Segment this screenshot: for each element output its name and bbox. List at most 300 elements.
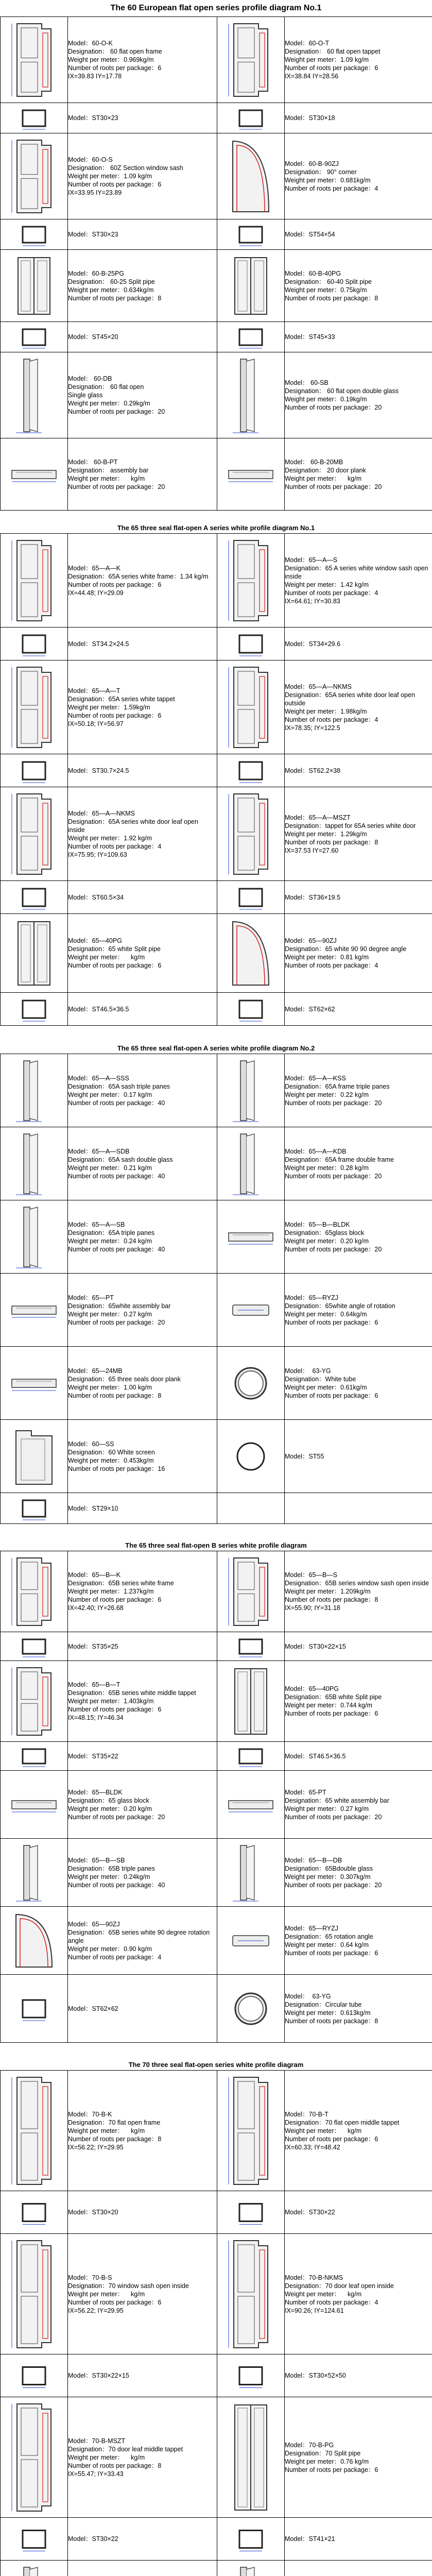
- table-row: [1, 438, 432, 511]
- table-row: [1, 2234, 432, 2354]
- spec-line: IX=39.83 IY=17.78: [68, 73, 122, 80]
- model-label: Model：ST30×22×15: [285, 1642, 346, 1650]
- spec-line: Weight per meter：0.307kg/m: [285, 1873, 371, 1880]
- model-label: Model：ST55: [285, 1452, 324, 1460]
- profile-spec-cell: [68, 1127, 217, 1200]
- table-row: [1, 1907, 432, 1975]
- profile-spec-cell: [68, 993, 217, 1026]
- assembly-bar-icon: [1, 442, 67, 507]
- sash-double-glass-icon: [1, 1131, 67, 1197]
- sash-triple-pane-icon: [1, 1058, 67, 1124]
- model-label: Model：65—PT: [68, 1294, 114, 1301]
- spec-line: Designation：70 door leaf open inside: [285, 2282, 394, 2290]
- spec-line: Number of roots per package：6: [285, 1949, 378, 1957]
- profile-spec-cell: [68, 1661, 217, 1742]
- spec-line: Number of roots per package：8: [285, 838, 378, 846]
- table-row: [1, 322, 432, 352]
- profile-drawing-cell: [1, 133, 68, 219]
- round-steel-icon: [217, 1423, 284, 1489]
- door-plank-icon: [1, 1350, 67, 1416]
- triple-panes-icon: [1, 2564, 67, 2576]
- rectangle-steel-icon: [217, 2521, 284, 2557]
- profile-drawing-cell: [217, 1551, 285, 1632]
- profile-spec-cell: [68, 2191, 217, 2234]
- profile-drawing-cell: [217, 1661, 285, 1742]
- profile-drawing-cell: [1, 1742, 68, 1771]
- profile-drawing-cell: [1, 534, 68, 628]
- profile-spec-cell: [285, 352, 432, 438]
- spec-line: Designation： 90° corner: [285, 168, 357, 176]
- profile-spec-cell: [68, 322, 217, 352]
- profile-drawing-cell: [217, 103, 285, 133]
- spec-line: Number of roots per package：20: [68, 408, 165, 415]
- profile-drawing-cell: [217, 17, 285, 103]
- profile-drawing-cell: [1, 1274, 68, 1347]
- spec-line: Weight per meter：0.744 kg/m: [285, 1702, 372, 1709]
- rectangle-steel-icon: [1, 631, 67, 657]
- profile-spec-cell: [68, 1907, 217, 1975]
- profile-drawing-cell: [217, 881, 285, 914]
- model-label: Model：65—24MB: [68, 1367, 123, 1375]
- model-label: Model：ST30×20: [68, 2209, 118, 2216]
- profile-spec-cell: [285, 1771, 432, 1839]
- spec-line: Weight per meter：0.17 kg/m: [68, 1091, 152, 1098]
- table-row: [1, 1347, 432, 1420]
- spec-line: Designation：65B series white frame: [68, 1580, 174, 1587]
- profile-drawing-cell: [217, 534, 285, 628]
- tappet-profile-icon: [217, 21, 284, 99]
- spec-line: Weight per meter：0.20 kg/m: [68, 1805, 152, 1812]
- model-label: Model：65—90ZJ: [68, 1920, 120, 1928]
- model-label: Model：65—40PG: [285, 1685, 339, 1692]
- model-label: Model：65—A—K: [68, 564, 121, 572]
- spec-line: Weight per meter： kg/m: [68, 2127, 145, 2134]
- rectangle-steel-icon: [1, 1745, 67, 1767]
- spec-line: Number of roots per package：20: [68, 483, 165, 490]
- profile-drawing-cell: [1, 914, 68, 993]
- spec-line: Number of roots per package：8: [68, 294, 162, 302]
- profile-spec-cell: [285, 881, 432, 914]
- profile-drawing-cell: [1, 2561, 68, 2576]
- profile-spec-cell: [285, 2561, 432, 2576]
- profile-drawing-cell: [217, 219, 285, 250]
- spec-line: Designation：65 white 90 90 degree angle: [285, 945, 407, 953]
- glass-block-icon: [217, 1204, 284, 1270]
- profile-spec-cell: [285, 1493, 432, 1524]
- profile-drawing-cell: [217, 628, 285, 660]
- spec-line: Weight per meter： kg/m: [68, 954, 145, 961]
- spec-line: Weight per meter： kg/m: [68, 474, 145, 482]
- spec-line: IX=48.15; IY=46.34: [68, 1714, 124, 1721]
- model-label: Model：ST30×52×50: [285, 2372, 346, 2379]
- split-pipe-icon: [1, 253, 67, 318]
- table-row: [1, 1054, 432, 1127]
- model-label: Model： 60-SB: [285, 379, 329, 386]
- rectangle-steel-icon: [217, 1745, 284, 1767]
- profile-spec-cell: [285, 1975, 432, 2043]
- profile-drawing-cell: [1, 628, 68, 660]
- spec-line: Weight per meter：0.61kg/m: [285, 1383, 367, 1391]
- spec-line: Designation： 60Z Section window sash: [68, 164, 183, 172]
- spec-line: Designation：65B white Split pipe: [285, 1693, 382, 1701]
- spec-line: IX=55.47; IY=33.43: [68, 2470, 124, 2478]
- model-label: Model：65—RYZJ: [285, 1294, 338, 1301]
- profile-spec-cell: [68, 2397, 217, 2518]
- profile-spec-cell: [285, 219, 432, 250]
- spec-line: Number of roots per package：20: [285, 1099, 382, 1107]
- spec-line: Number of roots per package：6: [285, 64, 378, 72]
- profile-drawing-cell: [1, 2354, 68, 2397]
- door-tappet-icon: [217, 791, 284, 877]
- model-label: Model：65—A—T: [68, 687, 120, 694]
- profile-spec-cell: [68, 1975, 217, 2043]
- profile-drawing-cell: [217, 660, 285, 754]
- spec-line: Number of roots per package：4: [285, 185, 378, 192]
- profile-drawing-cell: [1, 660, 68, 754]
- table-row: [1, 993, 432, 1026]
- model-label: Model：ST45×20: [68, 333, 118, 341]
- spec-line: Number of roots per package：20: [285, 483, 382, 490]
- spec-line: Weight per meter：0.20 kg/m: [285, 1237, 369, 1245]
- rectangle-steel-icon: [1, 1636, 67, 1657]
- section-window-sash-icon: [1, 137, 67, 216]
- profile-spec-cell: [285, 133, 432, 219]
- model-label: Model：65—40PG: [68, 937, 122, 944]
- profile-spec-cell: [285, 534, 432, 628]
- model-label: Model：65—B—DB: [285, 1856, 342, 1864]
- spec-line: Designation：65A triple panes: [68, 1229, 155, 1236]
- spec-line: Number of roots per package：8: [68, 2462, 162, 2469]
- model-label: Model：65—B—SB: [68, 1856, 125, 1864]
- spec-line: IX=44.48; IY=29.09: [68, 589, 124, 597]
- rectangle-steel-icon: [1, 2521, 67, 2557]
- model-label: Model： 63-YG: [285, 1367, 331, 1375]
- model-label: Model：ST46.5×36.5: [68, 1005, 129, 1013]
- frame-profile-icon: [1, 1555, 67, 1629]
- spec-line: Weight per meter：0.64kg/m: [285, 1310, 367, 1318]
- profile-spec-cell: [285, 1420, 432, 1493]
- profile-drawing-cell: [217, 1054, 285, 1127]
- table-row: [1, 1127, 432, 1200]
- spec-line: Weight per meter：0.24 kg/m: [68, 1237, 152, 1245]
- model-label: Model：ST30×23: [68, 231, 118, 238]
- table-row: [1, 352, 432, 438]
- catalog-section: [0, 16, 432, 511]
- model-label: Model：65—A—SDB: [68, 1147, 130, 1155]
- glass-block-icon: [1, 1774, 67, 1835]
- table-row: [1, 1200, 432, 1274]
- frame-triple-pane-icon: [217, 1058, 284, 1124]
- door-tappet-icon: [1, 2401, 67, 2514]
- profile-drawing-cell: [217, 2354, 285, 2397]
- spec-line: Weight per meter：1.29kg/m: [285, 830, 367, 838]
- spec-line: Weight per meter： kg/m: [68, 2290, 145, 2298]
- profile-spec-cell: [68, 881, 217, 914]
- tappet-profile-icon: [1, 664, 67, 751]
- profile-spec-cell: [68, 2234, 217, 2354]
- profile-drawing-cell: [1, 754, 68, 787]
- profile-spec-cell: [68, 660, 217, 754]
- spec-line: Number of roots per package：40: [68, 1099, 165, 1107]
- profile-drawing-cell: [1, 1054, 68, 1127]
- model-label: Model：65—A—SSS: [68, 1074, 129, 1082]
- model-label: Model：70-B-MSZT: [68, 2437, 126, 2445]
- section-title: The 65 three seal flat-open A series white profile diagram No.2: [117, 1044, 315, 1052]
- spec-line: Designation：60 White screen: [68, 1448, 155, 1456]
- spec-line: Weight per meter：0.453kg/m: [68, 1456, 154, 1464]
- table-row: [1, 1661, 432, 1742]
- table-row: [1, 2354, 432, 2397]
- model-label: Model：ST34×29.6: [285, 640, 341, 648]
- door-plank-icon: [217, 442, 284, 507]
- table-row: [1, 881, 432, 914]
- split-pipe-icon: [217, 1665, 284, 1738]
- spec-line: Number of roots per package：6: [68, 711, 162, 719]
- triple-panes-icon: [1, 1842, 67, 1903]
- spec-line: Number of roots per package：6: [68, 581, 162, 588]
- profile-drawing-cell: [217, 352, 285, 438]
- spec-line: Weight per meter：0.76 kg/m: [285, 2458, 369, 2465]
- model-label: Model：60-B-40PG: [285, 269, 341, 277]
- spec-line: Number of roots per package：6: [68, 1706, 162, 1713]
- model-label: Model：65—A—MSZT: [285, 814, 351, 821]
- model-label: Model：60—SS: [68, 1440, 114, 1448]
- profile-spec-cell: [68, 1274, 217, 1347]
- model-label: Model：ST62×62: [68, 2005, 118, 2012]
- profile-spec-cell: [68, 1632, 217, 1661]
- spec-line: Designation：70 flat open frame: [68, 2119, 161, 2126]
- spec-line: Number of roots per package：8: [68, 1392, 162, 1399]
- white-screen-icon: [1, 1423, 67, 1489]
- split-pipe-icon: [1, 918, 67, 989]
- spec-line: Designation：65 A series white window sash open inside: [285, 564, 430, 580]
- table-row: [1, 1551, 432, 1632]
- profile-drawing-cell: [1, 1975, 68, 2043]
- spec-line: Designation：70 Split pipe: [285, 2449, 361, 2457]
- profile-drawing-cell: [1, 1347, 68, 1420]
- table-row: [1, 628, 432, 660]
- catalog-section: [0, 2060, 432, 2576]
- spec-line: Weight per meter：0.21 kg/m: [68, 1164, 152, 1172]
- rectangle-steel-icon: [217, 2358, 284, 2394]
- door-leaf-icon: [217, 664, 284, 751]
- spec-line: Designation： 60 flat open double glass: [285, 387, 399, 395]
- spec-line: Number of roots per package：6: [68, 2298, 162, 2306]
- table-row: [1, 103, 432, 133]
- corner-profile-icon: [217, 918, 284, 989]
- double-glass-icon: [217, 2564, 284, 2576]
- door-leaf-icon: [1, 791, 67, 877]
- spec-line: Weight per meter：0.28 kg/m: [285, 1164, 369, 1172]
- profile-drawing-cell: [217, 2191, 285, 2234]
- model-label: Model：65—RYZJ: [285, 1924, 338, 1932]
- profile-drawing-cell: [217, 322, 285, 352]
- frame-profile-icon: [1, 537, 67, 624]
- profile-drawing-cell: [1, 1493, 68, 1524]
- spec-line: Weight per meter：1.92 kg/m: [68, 834, 152, 842]
- profile-drawing-cell: [217, 1632, 285, 1661]
- spec-line: Weight per meter：0.90 kg/m: [68, 1945, 152, 1953]
- profile-table: [0, 1551, 432, 2043]
- spec-line: Weight per meter：1.403kg/m: [68, 1698, 154, 1705]
- model-label: Model：ST29×10: [68, 1504, 118, 1512]
- profile-drawing-cell: [217, 2518, 285, 2561]
- profile-spec-cell: [285, 1054, 432, 1127]
- profile-drawing-cell: [217, 1127, 285, 1200]
- profile-drawing-cell: [1, 1839, 68, 1907]
- spec-line: IX=56.22; IY=29.95: [68, 2307, 124, 2314]
- profile-table: [0, 2070, 432, 2576]
- rectangle-steel-icon: [1, 2358, 67, 2394]
- profile-table: [0, 16, 432, 511]
- frame-double-glass-icon: [217, 1131, 284, 1197]
- spec-line: Designation：65 rotation angle: [285, 1933, 373, 1940]
- profile-drawing-cell: [217, 1975, 285, 2043]
- model-label: Model：70-B-S: [68, 2274, 112, 2281]
- rectangle-steel-icon: [217, 1636, 284, 1657]
- spec-line: Number of roots per package：6: [285, 2135, 378, 2143]
- rectangle-steel-icon: [217, 758, 284, 784]
- profile-spec-cell: [68, 1742, 217, 1771]
- spec-line: Number of roots per package：6: [68, 962, 162, 969]
- spec-line: Number of roots per package：4: [68, 842, 162, 850]
- rectangle-steel-icon: [1, 996, 67, 1022]
- spec-line: Weight per meter： kg/m: [285, 2290, 362, 2298]
- split-pipe-icon: [217, 2401, 284, 2514]
- profile-spec-cell: [68, 17, 217, 103]
- profile-drawing-cell: [217, 2234, 285, 2354]
- spec-line: Single glass: [68, 392, 103, 399]
- spec-line: Number of roots per package：4: [68, 1953, 162, 1961]
- profile-drawing-cell: [1, 2071, 68, 2191]
- spec-line: Designation：65 glass block: [68, 1797, 149, 1804]
- model-label: Model：ST30×22×15: [68, 2372, 129, 2379]
- table-row: [1, 2518, 432, 2561]
- model-label: Model：ST30×23: [68, 114, 118, 122]
- spec-line: Designation： 60-25 Split pipe: [68, 278, 155, 285]
- section-title: The 70 three seal flat-open series white profile diagram: [128, 2061, 304, 2069]
- spec-line: Number of roots per package：20: [285, 404, 382, 411]
- model-label: Model：ST30×18: [285, 114, 335, 122]
- profile-spec-cell: [285, 787, 432, 881]
- profile-spec-cell: [285, 250, 432, 322]
- profile-drawing-cell: [217, 1839, 285, 1907]
- model-label: Model：70-B-NKMS: [285, 2274, 343, 2281]
- spec-line: Number of roots per package：20: [285, 1813, 382, 1821]
- table-row: [1, 1771, 432, 1839]
- spec-line: Number of roots per package：6: [285, 1392, 378, 1399]
- model-label: Model：60-O-S: [68, 156, 113, 163]
- profile-spec-cell: [285, 660, 432, 754]
- profile-drawing-cell: [217, 1200, 285, 1274]
- model-label: Model：65—A—KDB: [285, 1147, 347, 1155]
- spec-line: Weight per meter：0.27 kg/m: [68, 1310, 152, 1318]
- table-row: [1, 914, 432, 993]
- catalog-section: [0, 1043, 432, 1524]
- profile-spec-cell: [285, 103, 432, 133]
- corner-profile-icon: [1, 1910, 67, 1971]
- profile-spec-cell: [285, 1200, 432, 1274]
- spec-line: Designation：65A frame double frame: [285, 1156, 394, 1163]
- spec-line: Designation：65A series white door leaf open outside: [285, 691, 417, 707]
- profile-drawing-cell: [1, 2518, 68, 2561]
- profile-drawing-cell: [217, 133, 285, 219]
- spec-line: Weight per meter：0.81 kg/m: [285, 954, 369, 961]
- table-row: [1, 2397, 432, 2518]
- spec-line: IX=33.95 IY=23.89: [68, 189, 122, 196]
- spec-line: Weight per meter： kg/m: [285, 474, 362, 482]
- model-label: Model： 60-DB: [68, 375, 112, 382]
- spec-line: Number of roots per package：6: [68, 1596, 162, 1603]
- tappet-profile-icon: [1, 1665, 67, 1738]
- spec-line: Weight per meter：0.64 kg/m: [285, 1941, 369, 1948]
- profile-drawing-cell: [1, 1661, 68, 1742]
- spec-line: Number of roots per package：40: [68, 1245, 165, 1253]
- model-label: Model：ST35×25: [68, 1642, 118, 1650]
- profile-drawing-cell: [1, 1771, 68, 1839]
- profile-drawing-cell: [1, 1420, 68, 1493]
- spec-line: Number of roots per package：20: [285, 1245, 382, 1253]
- spec-line: Weight per meter： kg/m: [285, 2127, 362, 2134]
- model-label: Model：60-B-90ZJ: [285, 160, 339, 167]
- frame-profile-icon: [1, 2074, 67, 2188]
- spec-line: Weight per meter：0.22 kg/m: [285, 1091, 369, 1098]
- spec-line: Number of roots per package：6: [68, 181, 162, 188]
- spec-line: Number of roots per package：20: [68, 1813, 165, 1821]
- profile-spec-cell: [68, 1347, 217, 1420]
- spec-line: Designation：65 three seals door plank: [68, 1375, 181, 1383]
- spec-line: Weight per meter：0.75kg/m: [285, 286, 367, 294]
- profile-drawing-cell: [217, 1274, 285, 1347]
- rectangle-steel-icon: [217, 885, 284, 910]
- profile-spec-cell: [285, 322, 432, 352]
- profile-drawing-cell: [217, 993, 285, 1026]
- profile-spec-cell: [68, 1493, 217, 1524]
- spec-line: Number of roots per package：20: [285, 1881, 382, 1889]
- spec-line: IX=64.61; IY=30.83: [285, 597, 340, 605]
- profile-drawing-cell: [217, 1420, 285, 1493]
- spec-line: Designation：65B triple panes: [68, 1865, 155, 1872]
- spec-line: Number of roots per package：6: [285, 1710, 378, 1717]
- assembly-bar-icon: [217, 1774, 284, 1835]
- model-label: Model：65—B—BLDK: [285, 1221, 350, 1228]
- spec-line: Designation：65B series white middle tappet: [68, 1689, 196, 1697]
- profile-drawing-cell: [1, 103, 68, 133]
- rectangle-steel-icon: [217, 996, 284, 1022]
- profile-drawing-cell: [217, 250, 285, 322]
- model-label: Model：60-O-K: [68, 40, 113, 47]
- page-title: The 60 European flat open series profile diagram No.1: [110, 4, 322, 12]
- assembly-bar-icon: [1, 1277, 67, 1343]
- model-label: Model：65—A—KSS: [285, 1074, 346, 1082]
- spec-line: Weight per meter：1.98kg/m: [285, 707, 367, 715]
- glass-pane-icon: [1, 356, 67, 435]
- table-row: [1, 2071, 432, 2191]
- model-label: Model：ST34.2×24.5: [68, 640, 129, 648]
- tappet-profile-icon: [217, 2074, 284, 2188]
- spec-line: Number of roots per package：6: [68, 64, 162, 72]
- profile-drawing-cell: [1, 438, 68, 511]
- spec-line: Weight per meter：0.24kg/m: [68, 1873, 150, 1880]
- spec-line: Number of roots per package：20: [285, 1172, 382, 1180]
- profile-spec-cell: [68, 1551, 217, 1632]
- spec-line: Weight per meter：0.613kg/m: [285, 2009, 371, 2016]
- profile-spec-cell: [285, 1347, 432, 1420]
- spec-line: Number of roots per package：8: [285, 294, 378, 302]
- section-title: The 65 three seal flat-open B series white profile diagram: [125, 1541, 307, 1549]
- table-row: [1, 534, 432, 628]
- spec-line: Weight per meter：1.209kg/m: [285, 1588, 371, 1595]
